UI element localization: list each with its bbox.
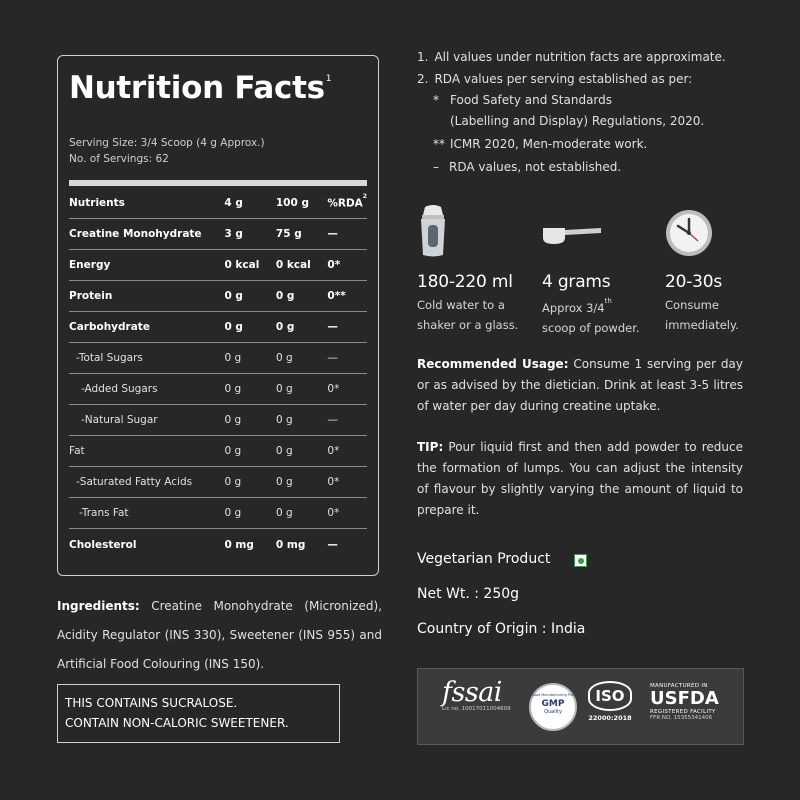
nutrient-row — [69, 281, 367, 312]
nutrient-name: Energy — [69, 259, 111, 271]
tip — [417, 437, 743, 521]
nutrition-table — [69, 188, 367, 560]
nutrient-row — [69, 498, 367, 529]
warning-line-2: CONTAIN NON-CALORIC SWEETENER. — [65, 716, 289, 730]
nutrient-row — [69, 405, 367, 436]
nutrient-4g: 0 g — [224, 321, 243, 333]
nutrient-name: -Natural Sugar — [81, 414, 158, 426]
nutrient-row — [69, 312, 367, 343]
feature-water — [417, 272, 518, 335]
fssai-logo: fssai Lic no. 10017011004609 — [442, 677, 511, 712]
nutrient-name: -Total Sugars — [76, 352, 143, 364]
nutrient-rda: — — [327, 321, 338, 333]
ingredients-text: Creatine Monohydrate (Micronized), Acidity Regulator (INS 330), Sweetener (INS 955) and Artificial Food Colouring (INS 150). — [57, 599, 382, 671]
certifications — [417, 668, 744, 745]
nutrient-row — [69, 219, 367, 250]
footnote-sub-2: ** ICMR 2020, Men-moderate work. — [433, 137, 648, 151]
usage-text: Consume 1 serving per day or as advised by the dietician. Drink at least 3-5 litres of water per day during creatine uptake. — [417, 357, 743, 413]
serving-info — [69, 135, 265, 167]
nutrient-4g: 0 g — [224, 507, 242, 519]
nutrient-100g: 0 g — [275, 445, 293, 457]
title-footnote-marker: 1 — [325, 73, 332, 84]
nutrient-name: Fat — [69, 445, 85, 457]
nutrient-100g: 0 g — [275, 321, 295, 333]
nutrient-4g: 0 g — [224, 383, 242, 395]
nutrition-facts-title: Nutrition Facts$^1$ — [69, 70, 332, 106]
nutrient-rda: 0* — [327, 259, 341, 271]
footnote-sub-1-cont: (Labelling and Display) Regulations, 2020. — [450, 114, 705, 128]
footnote-sub-1: * Food Safety and Standards — [433, 93, 613, 107]
feature-powder — [542, 272, 640, 338]
vegetarian-mark-icon — [574, 554, 587, 567]
nutrient-name: -Trans Fat — [79, 507, 129, 519]
nutrient-100g: 75 g — [275, 228, 302, 240]
nutrient-4g: 0 kcal — [224, 259, 260, 271]
nutrient-rda: 0* — [327, 507, 340, 519]
nutrient-row — [69, 343, 367, 374]
nutrition-table-header — [69, 188, 367, 219]
nutrient-100g: 0 g — [275, 507, 293, 519]
header-rda: %RDA$^2$ — [327, 192, 367, 210]
nutrient-name: Carbohydrate — [69, 321, 150, 333]
nutrition-facts-panel — [57, 55, 379, 576]
nutrient-row — [69, 250, 367, 281]
feature-time — [665, 272, 739, 335]
tip-label: TIP: — [417, 440, 444, 454]
feature-powder-value: 4 grams — [542, 272, 611, 292]
ingredients — [57, 592, 382, 679]
recommended-usage — [417, 354, 743, 417]
nutrient-rda: — — [327, 414, 338, 426]
nutrient-100g: 0 g — [275, 383, 293, 395]
gmp-logo: Good Manufacturing Practice GMP Quality — [529, 683, 577, 731]
nutrient-rda: — — [327, 538, 338, 551]
nutrient-name: Cholesterol — [69, 538, 137, 551]
nutrient-100g: 0 g — [275, 290, 295, 302]
nutrient-rda: — — [327, 352, 338, 364]
nutrient-rda: 0* — [327, 476, 340, 488]
feature-water-value: 180-220 ml — [417, 272, 513, 292]
nutrient-4g: 0 g — [224, 476, 242, 488]
shaker-icon — [413, 203, 453, 259]
nutrient-row — [69, 529, 367, 560]
clock-icon — [664, 208, 714, 258]
nutrient-4g: 0 g — [224, 445, 242, 457]
feature-time-value: 20-30s — [665, 272, 723, 292]
nutrient-name: Protein — [69, 290, 113, 302]
nutrient-100g: 0 g — [275, 414, 293, 426]
nutrient-row — [69, 436, 367, 467]
nutrient-name: Creatine Monohydrate — [69, 228, 202, 240]
footnote-1: 1. All values under nutrition facts are approximate. — [417, 50, 726, 64]
usfda-logo: MANUFACTURED IN USFDA REGISTERED FACILITY FFR NO. 15355341406 — [650, 683, 719, 721]
vegetarian-label: Vegetarian Product — [417, 551, 551, 567]
iso-logo: ISO 22000:2018 — [588, 681, 632, 722]
nutrient-100g: 0 g — [275, 352, 293, 364]
nutrient-100g: 0 kcal — [275, 259, 311, 271]
sweetener-warning-box — [57, 684, 340, 743]
feature-time-desc: Consume immediately. — [665, 298, 739, 332]
serving-size: Serving Size: 3/4 Scoop (4 g Approx.) — [69, 137, 265, 149]
nutrient-rda: 0* — [327, 383, 340, 395]
header-nutrients: Nutrients — [69, 197, 125, 209]
nutrient-rda: 0* — [327, 445, 340, 457]
tip-text: Pour liquid first and then add powder to reduce the formation of lumps. You can adjust the intensity of flavour by slightly varying the amount of liquid to prepare it. — [417, 440, 743, 517]
thick-divider — [69, 180, 367, 186]
footnote-sub-3: – RDA values, not established. — [433, 160, 622, 174]
usage-label: Recommended Usage: — [417, 357, 569, 371]
nutrient-4g: 0 mg — [224, 538, 254, 551]
nutrient-4g: 0 g — [224, 414, 242, 426]
nutrient-rda: 0** — [327, 290, 346, 302]
net-weight: Net Wt. : 250g — [417, 586, 520, 602]
nutrient-4g: 3 g — [224, 228, 243, 240]
footnote-2: 2. RDA values per serving established as per: — [417, 72, 693, 86]
nutrient-rda: — — [327, 228, 338, 240]
feature-powder-desc: Approx 3/4th scoop of powder. — [542, 297, 640, 335]
servings-count: No. of Servings: 62 — [69, 153, 169, 165]
nutrient-4g: 0 g — [224, 352, 242, 364]
nutrient-row — [69, 374, 367, 405]
nutrient-4g: 0 g — [224, 290, 243, 302]
ingredients-label: Ingredients: — [57, 599, 140, 613]
nutrient-row — [69, 467, 367, 498]
nutrient-name: -Added Sugars — [81, 383, 158, 395]
warning-line-1: THIS CONTAINS SUCRALOSE. — [65, 696, 238, 710]
nutrient-name: -Saturated Fatty Acids — [76, 476, 193, 488]
header-100g: 100 g — [275, 197, 309, 209]
nutrient-100g: 0 g — [275, 476, 293, 488]
feature-water-desc: Cold water to a shaker or a glass. — [417, 298, 519, 332]
header-4g: 4 g — [224, 197, 243, 209]
nutrient-100g: 0 mg — [275, 538, 306, 551]
scoop-icon — [541, 222, 603, 248]
country-of-origin: Country of Origin : India — [417, 621, 586, 637]
